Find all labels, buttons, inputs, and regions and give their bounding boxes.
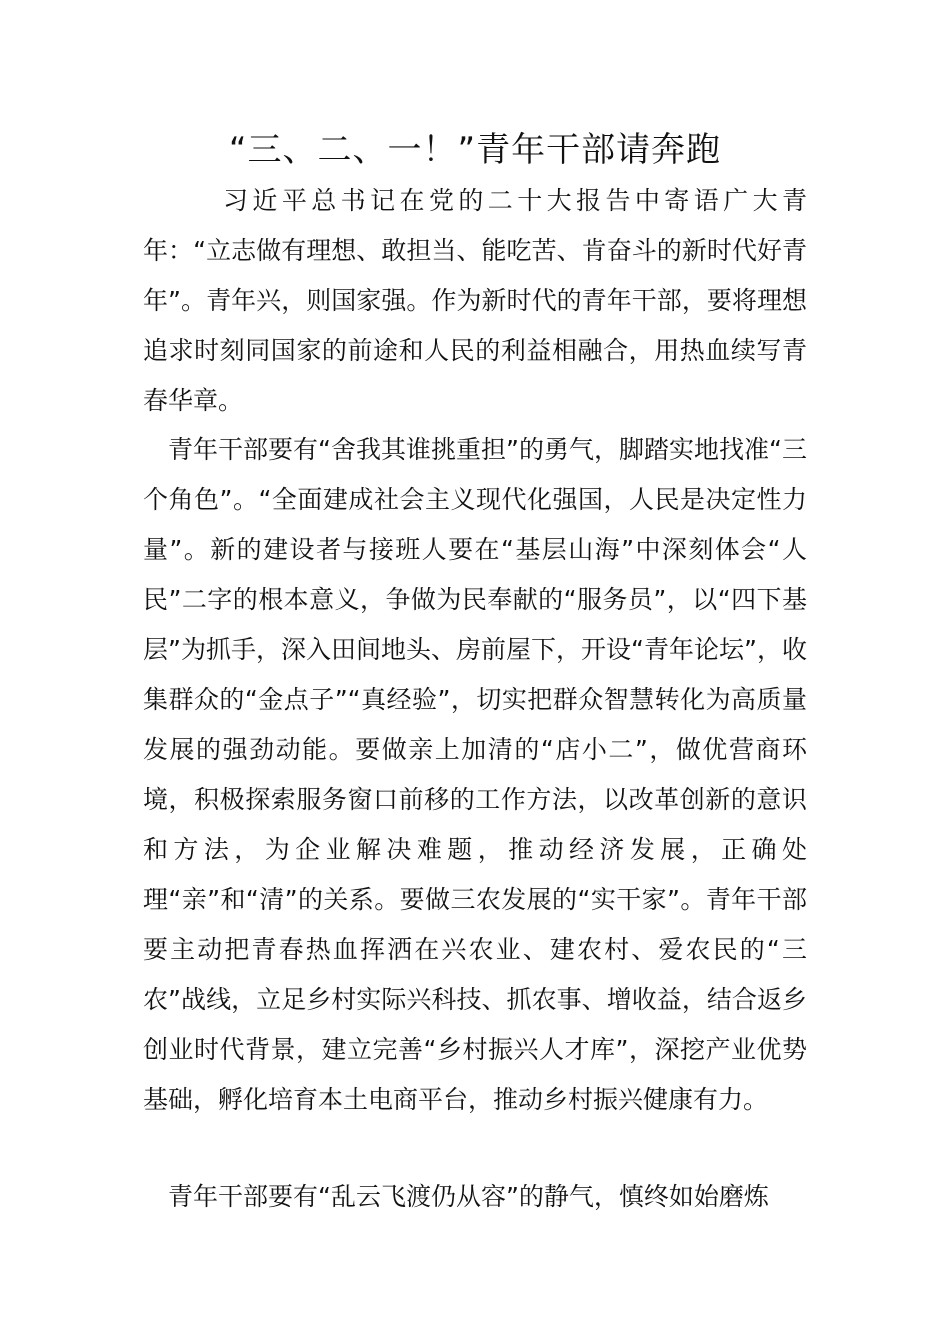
paragraph-3: 青年干部要有“乱云飞渡仍从容”的静气，慎终如始磨炼 — [168, 1182, 769, 1211]
paragraph-1: 习近平总书记在党的二十大报告中寄语广大青年：“立志做有理想、敢担当、能吃苦、肯奋斗的新时代好青年”。青年兴，则国家强。作为新时代的青年干部，要将理想追求时刻同国家的前途和人民的利益相融合，用热血续写青春华章。 — [143, 186, 807, 415]
document-title: “三、二、一！”青年干部请奔跑 — [228, 130, 722, 170]
paragraph-2: 青年干部要有“舍我其谁挑重担”的勇气，脚踏实地找准“三个角色”。“全面建成社会主义现代化强国，人民是决定性力量”。新的建设者与接班人要在“基层山海”中深刻体会“人民”二字的根本意义，争做为民奉献的“服务员”，以“四下基层”为抓手，深入田间地头、房前屋下，开设“青年论坛”，收集群众的“金点子”“真经验”，切实把群众智慧转化为高质量发展的强劲动能。要做亲上加清的“店小二”，做优营商环境，积极探索服务窗口前移的工作方法，以改革创新的意识和方法，为企业解决难题，推动经济发展，正确处理“亲”和“清”的关系。要做三农发展的“实干家”。青年干部要主动把青春热血挥洒在兴农业、建农村、爱农民的“三农”战线，立足乡村实际兴科技、抓农事、增收益，结合返乡创业时代背景，建立完善“乡村振兴人才库”，深挖产业优势基础，孵化培育本土电商平台，推动乡村振兴健康有力。 — [143, 435, 807, 1114]
